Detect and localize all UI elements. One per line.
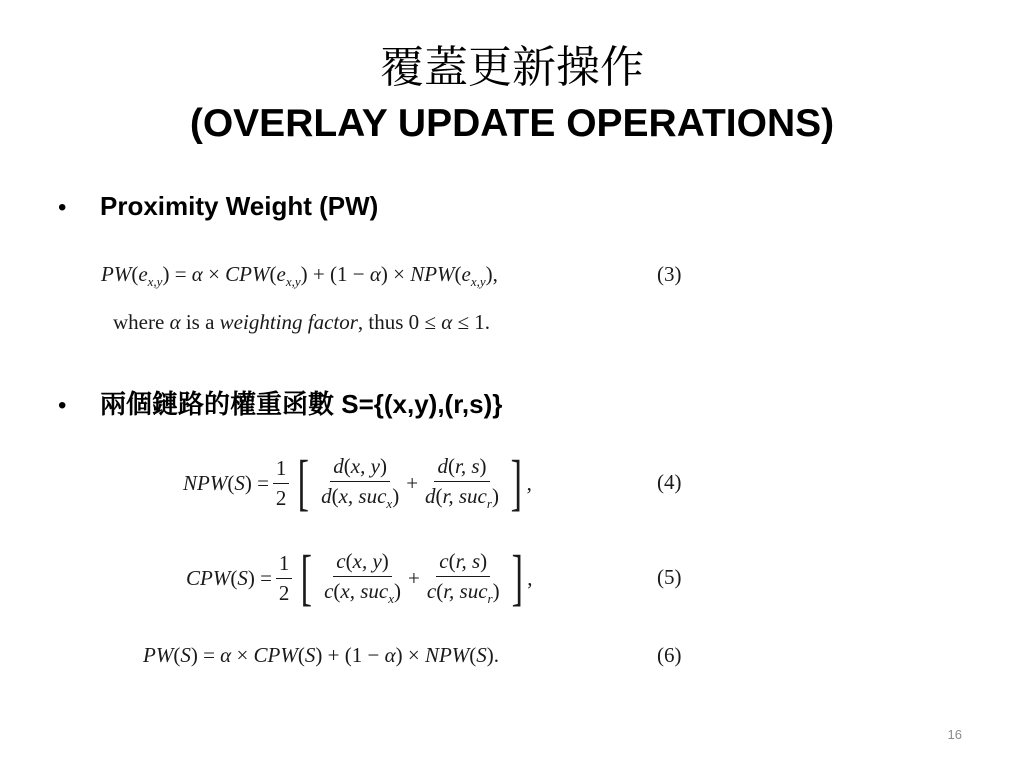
- fraction-denominator: d(x, suc$_x$): [321, 484, 400, 511]
- equation-number-3: (3): [657, 262, 682, 286]
- slide-title-chinese: 覆蓋更新操作: [380, 42, 644, 93]
- fraction-c-xy: [321, 549, 404, 607]
- fraction-numerator: d(r, s): [434, 454, 489, 482]
- equation-4: [183, 449, 532, 517]
- bullet-marker: •: [58, 194, 67, 221]
- left-bracket: [: [301, 544, 313, 612]
- bullet-text: 兩個鏈路的權重函數 S={(x,y),(r,s)}: [100, 389, 503, 419]
- fraction-numerator: d(x, y): [330, 454, 390, 482]
- page-number: 16: [947, 727, 962, 742]
- comma: ,: [526, 470, 532, 495]
- fraction-denominator: c(x, suc$_x$): [324, 579, 402, 606]
- left-bracket: [: [298, 449, 310, 517]
- comma: ,: [527, 565, 533, 590]
- fraction-d-xy: [318, 454, 402, 512]
- fraction-c-rs: [424, 549, 503, 607]
- equation-4-lhs: NPW(S) =: [183, 470, 269, 495]
- fraction-denominator: 2: [275, 485, 287, 510]
- fraction-denominator: c(r, suc$_r$): [426, 579, 500, 606]
- fraction-half: [276, 551, 293, 606]
- equation-3: $PW(e_{x,y}) = \alpha \times CPW(e_{x,y}) + (1 - \alpha) \times NPW(e_{x,y})$,: [101, 262, 498, 289]
- fraction-half: [273, 456, 290, 511]
- right-bracket: ]: [511, 544, 523, 612]
- right-bracket: ]: [510, 449, 522, 517]
- fraction-numerator: c(r, s): [436, 549, 490, 577]
- slide-title-english: (OVERLAY UPDATE OPERATIONS): [189, 102, 835, 145]
- equation-5-lhs: CPW(S) =: [186, 565, 272, 590]
- bullet-marker: •: [58, 392, 67, 419]
- bullet-item-proximity-weight: [58, 188, 378, 226]
- bullet-text: Proximity Weight (PW): [100, 191, 379, 221]
- equation-6: PW(S) = α × CPW(S) + (1 − α) × NPW(S).: [143, 643, 500, 667]
- equation-5: [186, 544, 533, 612]
- fraction-numerator: 1: [276, 551, 293, 579]
- equation-3-note: where α is a weighting factor, thus 0 ≤ α ≤ 1.: [113, 310, 491, 334]
- plus-sign: +: [408, 565, 420, 590]
- bullet-item-link-weight-function: [58, 386, 502, 424]
- fraction-denominator: d(r, suc$_r$): [425, 484, 499, 511]
- equation-number-6: (6): [657, 643, 682, 667]
- fraction-denominator: 2: [278, 580, 290, 605]
- fraction-d-rs: [422, 454, 502, 512]
- plus-sign: +: [406, 470, 419, 495]
- equation-number-5: (5): [657, 565, 682, 589]
- fraction-numerator: 1: [273, 456, 290, 484]
- fraction-numerator: c(x, y): [333, 549, 391, 577]
- equation-number-4: (4): [657, 470, 682, 494]
